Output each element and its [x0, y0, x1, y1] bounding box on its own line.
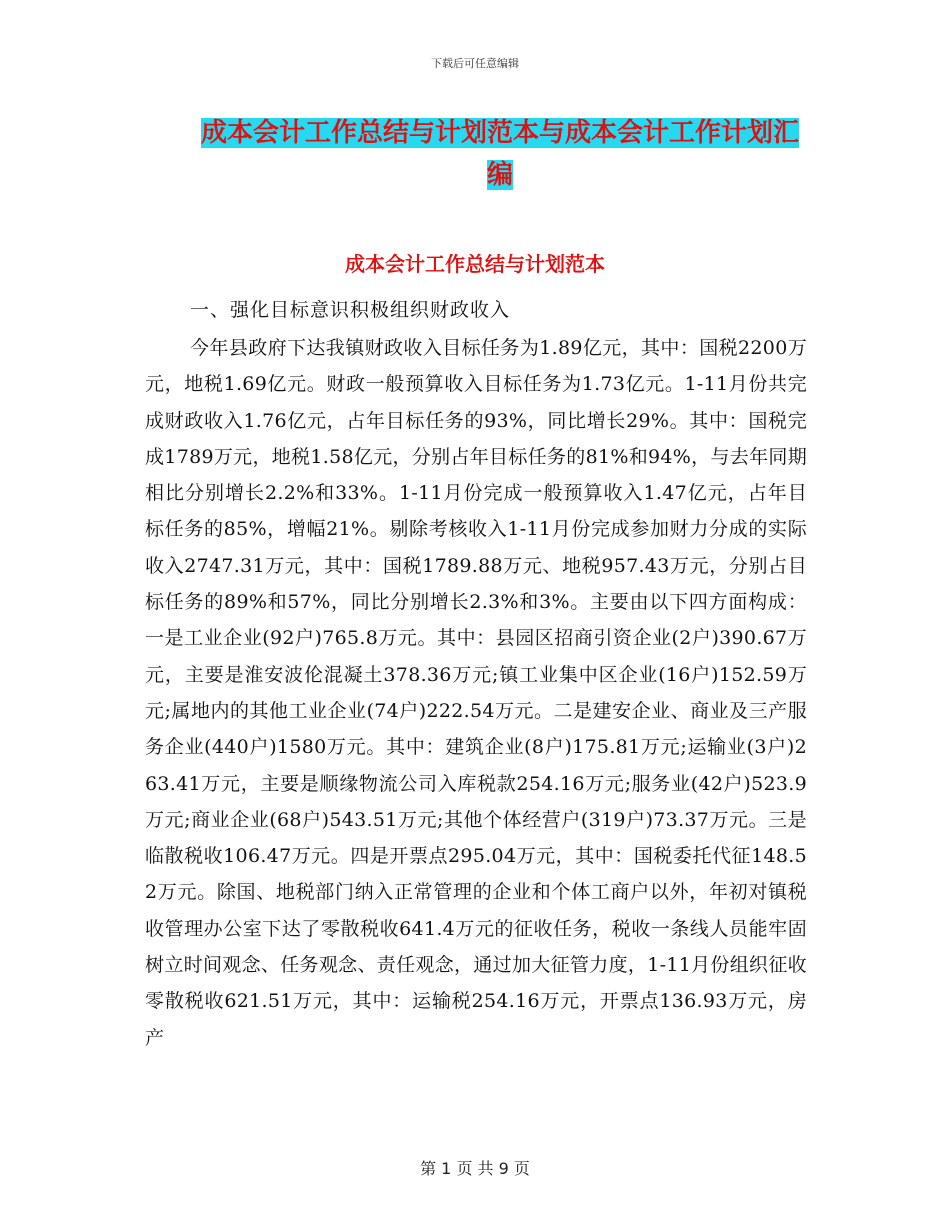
document-title-text: 成本会计工作总结与计划范本与成本会计工作计划汇编 — [200, 118, 799, 190]
heading-1: 一、强化目标意识积极组织财政收入 — [190, 299, 511, 321]
body-paragraph: 今年县政府下达我镇财政收入目标任务为1.89亿元，其中：国税2200万元，地税1.69亿元。财政一般预算收入目标任务为1.73亿元。1-11月份共完成财政收入1.76亿元，占年目标任务的93%，同比增长29%。其中：国税完成1789万元，地税1.58亿元，分别占年目标任务的81%和94%，与去年同期相比分别增长2.2%和33%。1-11月份完成一般预算收入1.47亿元，占年目标任务的85%，增幅21%。剔除考核收入1-11月份完成参加财力分成的实际收入2747.31万元，其中：国税1789.88万元、地税957.43万元，分别占目标任务的89%和57%，同比分别增长2.3%和3%。主要由以下四方面构成：一是工业企业(92户)765.8万元。其中：县园区招商引资企业(2户)390.67万元，主要是淮安波伦混凝土378.36万元;镇工业集中区企业(16户)152.59万元;属地内的其他工业企业(74户)222.54万元。二是建安企业、商业及三产服务企业(440户)1580万元。其中：建筑企业(8户)175.81万元;运输业(3户)263.41万元，主要是顺缘物流公司入库税款254.16万元;服务业(42户)523.9万元;商业企业(68户)543.51万元;其他个体经营户(319户)73.37万元。三是临散税收106.47万元。四是开票点295.04万元，其中：国税委托代征148.52万元。除国、地税部门纳入正常管理的企业和个体工商户以外，年初对镇税收管理办公室下达了零散税收641.4万元的征收任务，税收一条线人员能牢固树立时间观念、任务观念、责任观念，通过加大征管力度，1-11月份组织征收零散税收621.51万元，其中：运输税254.16万元，开票点136.93万元，房产 — [145, 337, 807, 1049]
document-title — [190, 112, 810, 196]
page-header-note: 下载后可任意编辑 — [431, 57, 519, 70]
section-title: 成本会计工作总结与计划范本 — [345, 252, 605, 276]
page-number-footer: 第 1 页 共 9 页 — [420, 1159, 530, 1178]
